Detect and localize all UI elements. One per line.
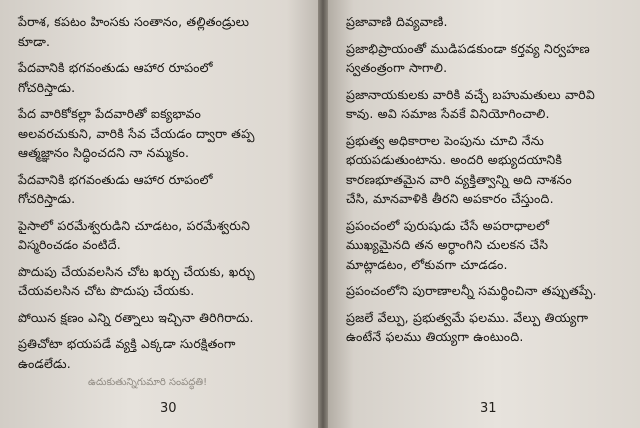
quote-paragraph: పేదవానికి భగవంతుడు ఆహార రూపంలో గోచరిస్తాడు.	[18, 171, 213, 206]
quote-paragraph: ప్రపంచంలో పురుషుడు చేసే అపరాధాలలో ముఖ్యమైనది తన అర్ధాంగిని చులకన చేసి మాట్లాడటం, లోకువగా చూడడం.	[346, 217, 550, 272]
book-gutter	[318, 0, 328, 428]
quote-paragraph: ప్రభుత్వ అధికారాల పెంపును చూచి నేను భయపడుతుంటాను. అందరి అభ్యుదయానికి కారణభూతమైన వారి వ్యక్తిత్వాన్ని అది నాశనం చేసి, మానవాళికి తీరని అపకారం చేస్తుంది.	[346, 132, 572, 206]
quote-paragraph: ప్రజానాయకులకు వారికి వచ్చే బహుమతులు వారివి కావు. అవి సమాజ సేవకే వినియోగించాలి.	[346, 86, 595, 121]
quote-paragraph: ప్రజలే వేల్పు, ప్రభుత్వమే ఫలము. వేల్పు తియ్యగా ఉంటేనే ఫలము తియ్యగా ఉంటుంది.	[346, 309, 589, 344]
page-number-left: 30	[160, 401, 177, 416]
quote-paragraph: పేదవానికి భగవంతుడు ఆహార రూపంలో గోచరిస్తాడు.	[18, 60, 213, 95]
quote-paragraph: పేరాశ, కపటం హింసకు సంతానం, తల్లితండ్రులు కూడా.	[18, 14, 250, 49]
quote-paragraph: ప్రజాభిప్రాయంతో ముడిపడకుండా కర్తవ్య నిర్వహణ స్వతంత్రంగా సాగాలి.	[346, 40, 590, 75]
show-through-text: ఉదుకుతున్నిగుమారి సంపద్ధతి!	[88, 377, 208, 388]
page-number-right: 31	[480, 401, 497, 416]
quote-paragraph: పోయిన క్షణం ఎన్ని రత్నాలు ఇచ్చినా తిరిగిరాదు.	[18, 309, 254, 325]
quote-paragraph: ప్రతిచోటా భయపడే వ్యక్తి ఎక్కడా సురక్షితంగా ఉండలేడు.	[18, 336, 236, 371]
quote-paragraph: ప్రజావాణి దివ్యవాణి.	[346, 14, 448, 29]
right-page	[322, 0, 640, 428]
quote-paragraph: పొదుపు చేయవలసిన చోట ఖర్చు చేయకు, ఖర్చు చేయవలసిన చోట పొదుపు చేయకు.	[18, 263, 255, 298]
quote-paragraph: పేద వారికోకల్లా పేదవారితో ఐక్యభావం అలవరచుకుని, వారికి సేవ చేయడం ద్వారా తప్ప ఆత్మజ్ఞానం సిద్ధించదని నా నమ్మకం.	[18, 106, 255, 160]
quote-paragraph: ప్రపంచంలోని పురాణాలన్నీ సమర్థించినా తప్పుతప్పే.	[346, 283, 597, 298]
quote-paragraph: పైసాలో పరమేశ్వరుడిని చూడటం, పరమేశ్వరుని విస్మరించడం వంటిదే.	[18, 217, 251, 252]
